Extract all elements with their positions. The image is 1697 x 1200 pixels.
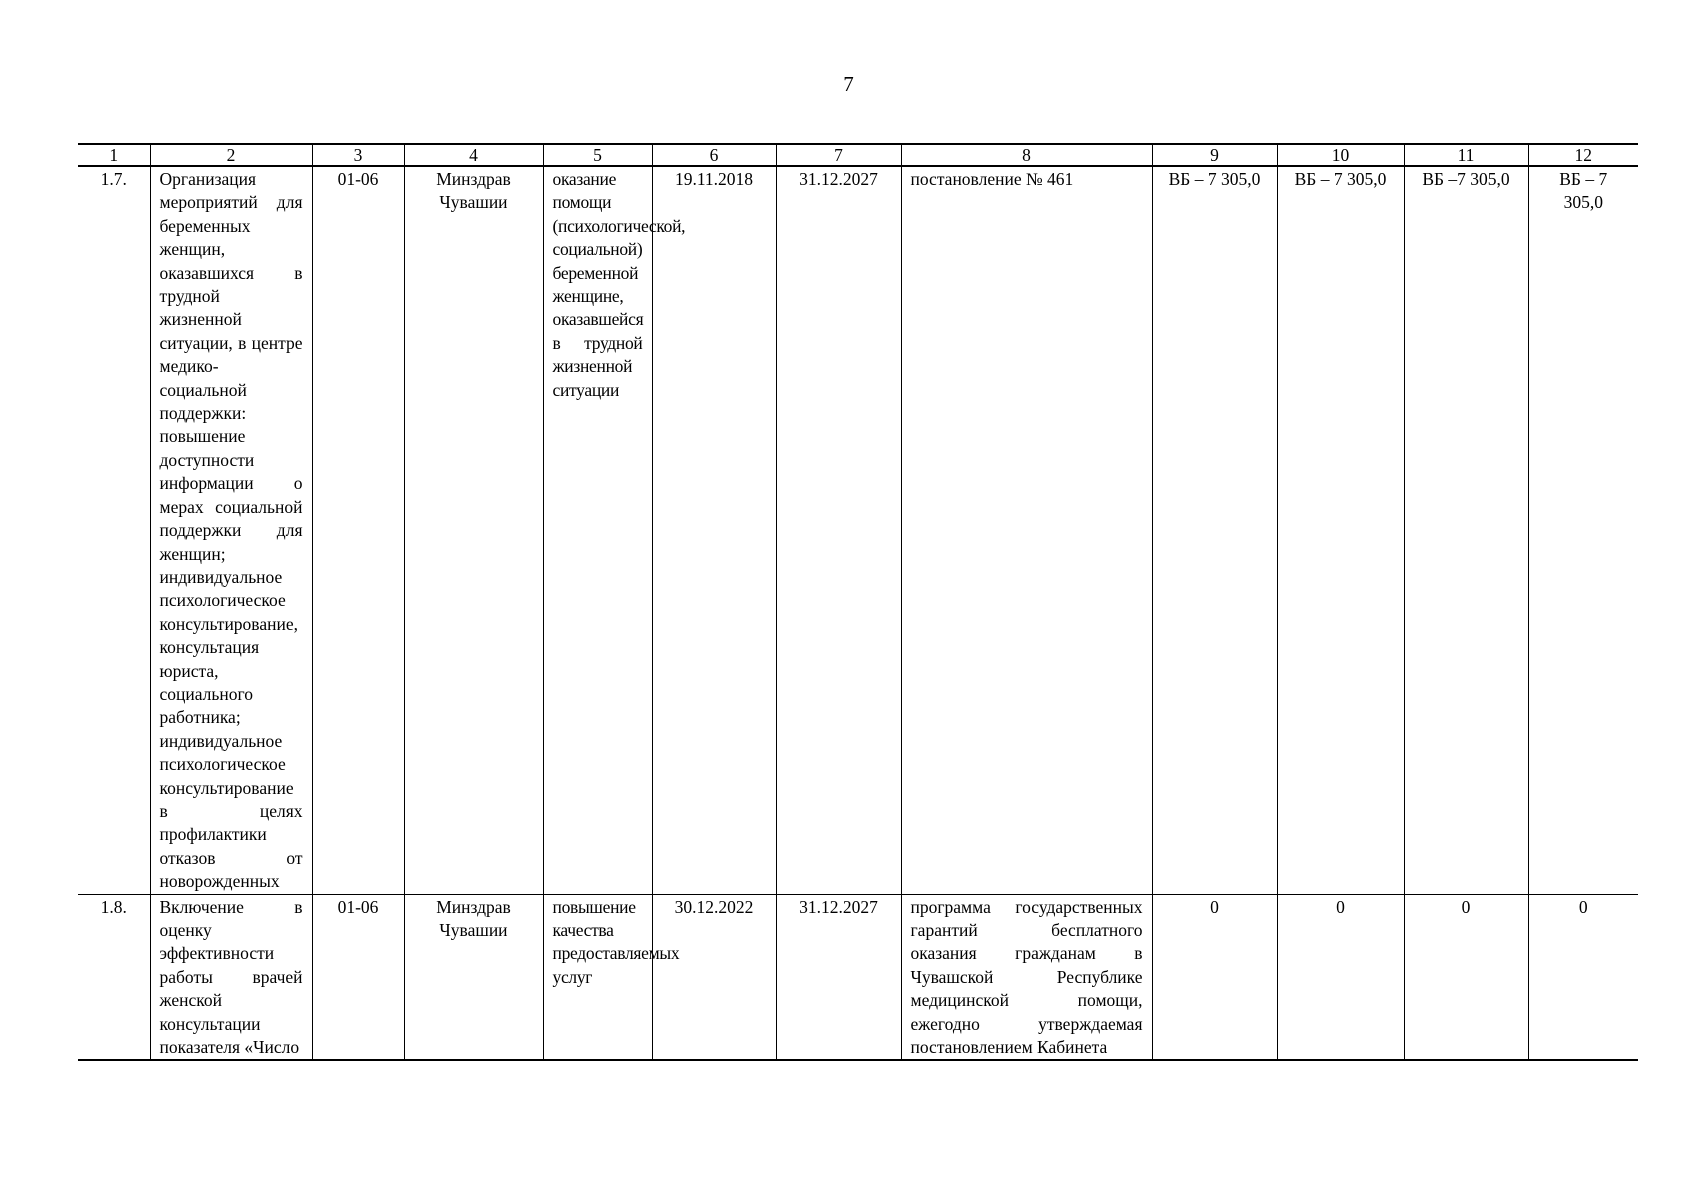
row-number: 1.7. — [78, 166, 150, 894]
basis-cell: постановление № 461 — [901, 166, 1152, 894]
row-number: 1.8. — [78, 894, 150, 1060]
start-date-cell: 30.12.2022 — [652, 894, 776, 1060]
code-cell: 01-06 — [312, 894, 404, 1060]
executor-cell: Минздрав Чувашии — [404, 166, 543, 894]
event-description: Организация мероприятий для беременных женщин, оказавшихся в трудной жизненной ситуации, в центре медико-социальной поддержки: повышение доступности информации о мерах социальной поддержки для женщин; индивидуальное психологическое консультирование, консультация юриста, социального работника; индивидуальное психологическое консультирование в целях профилактики отказов от новорожденных — [150, 166, 312, 894]
column-number: 7 — [776, 144, 901, 166]
column-number: 12 — [1528, 144, 1638, 166]
column-number: 8 — [901, 144, 1152, 166]
column-number: 6 — [652, 144, 776, 166]
table-row — [78, 166, 1638, 894]
code-cell: 01-06 — [312, 166, 404, 894]
measures-table — [78, 143, 1638, 1061]
funding-cell: ВБ – 7 305,0 — [1277, 166, 1404, 894]
funding-cell: ВБ –7 305,0 — [1404, 166, 1528, 894]
basis-cell: программа государственных гарантий бесплатного оказания гражданам в Чувашской Республике медицинской помощи, ежегодно утверждаемая постановлением Кабинета — [901, 894, 1152, 1060]
funding-cell: 0 — [1152, 894, 1277, 1060]
table-row — [78, 894, 1638, 1060]
funding-cell: ВБ – 7 305,0 — [1528, 166, 1638, 894]
start-date-cell: 19.11.2018 — [652, 166, 776, 894]
column-number: 10 — [1277, 144, 1404, 166]
funding-cell: 0 — [1277, 894, 1404, 1060]
column-number-row — [78, 144, 1638, 166]
column-number: 5 — [543, 144, 652, 166]
event-description: Включение в оценку эффективности работы врачей женской консультации показателя «Число — [150, 894, 312, 1060]
column-number: 3 — [312, 144, 404, 166]
page-number: 7 — [843, 72, 854, 96]
column-number: 2 — [150, 144, 312, 166]
column-number: 9 — [1152, 144, 1277, 166]
funding-cell: ВБ – 7 305,0 — [1152, 166, 1277, 894]
funding-cell: 0 — [1404, 894, 1528, 1060]
result-cell: повышение качества предоставляемых услуг — [543, 894, 652, 1060]
column-number: 4 — [404, 144, 543, 166]
end-date-cell: 31.12.2027 — [776, 166, 901, 894]
executor-cell: Минздрав Чувашии — [404, 894, 543, 1060]
end-date-cell: 31.12.2027 — [776, 894, 901, 1060]
column-number: 11 — [1404, 144, 1528, 166]
column-number: 1 — [78, 144, 150, 166]
result-cell: оказание помощи (психологической, социальной) беременной женщине, оказавшейся в трудной жизненной ситуации — [543, 166, 652, 894]
funding-cell: 0 — [1528, 894, 1638, 1060]
